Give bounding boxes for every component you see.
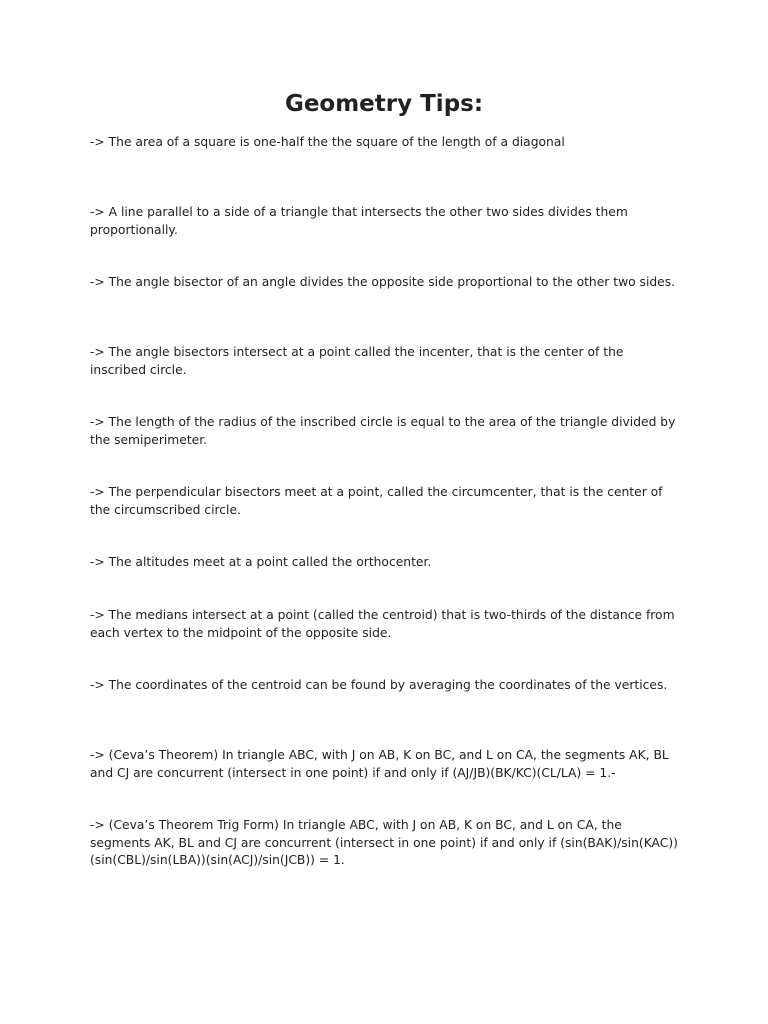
tip-inscribed-radius: -> The length of the radius of the inscribed circle is equal to the area of the triangle divided by the semiperimeter. — [90, 415, 676, 447]
tip-parallel-line: -> A line parallel to a side of a triangle that intersects the other two sides divides them proportionally. — [90, 205, 628, 237]
tip-square-area: -> The area of a square is one-half the the square of the length of a diagonal — [90, 135, 565, 149]
page-title: Geometry Tips: — [284, 91, 484, 117]
tip-circumcenter: -> The perpendicular bisectors meet at a point, called the circumcenter, that is the center of the circumscribed circle. — [90, 485, 663, 517]
tip-cevas-theorem-trig: -> (Ceva’s Theorem Trig Form) In triangle ABC, with J on AB, K on BC, and L on CA, the segments AK, BL and CJ are concurrent (intersect in one point) if and only if (sin(BAK)/sin(KAC))(sin(CBL)/sin(LBA))(sin(ACJ)/sin(JCB)) = 1. — [90, 818, 678, 867]
tip-centroid-coordinates: -> The coordinates of the centroid can be found by averaging the coordinates of the vertices. — [90, 678, 668, 692]
tip-centroid: -> The medians intersect at a point (called the centroid) that is two-thirds of the distance from each vertex to the midpoint of the opposite side. — [90, 608, 675, 640]
tip-angle-bisector: -> The angle bisector of an angle divides the opposite side proportional to the other two sides. — [90, 275, 676, 289]
tip-orthocenter: -> The altitudes meet at a point called the orthocenter. — [90, 555, 432, 569]
tip-incenter: -> The angle bisectors intersect at a point called the incenter, that is the center of the inscribed circle. — [90, 345, 624, 377]
tip-cevas-theorem: -> (Ceva’s Theorem) In triangle ABC, with J on AB, K on BC, and L on CA, the segments AK, BL and CJ are concurrent (intersect in one point) if and only if (AJ/JB)(BK/KC)(CL/LA) = 1.- — [90, 748, 669, 780]
